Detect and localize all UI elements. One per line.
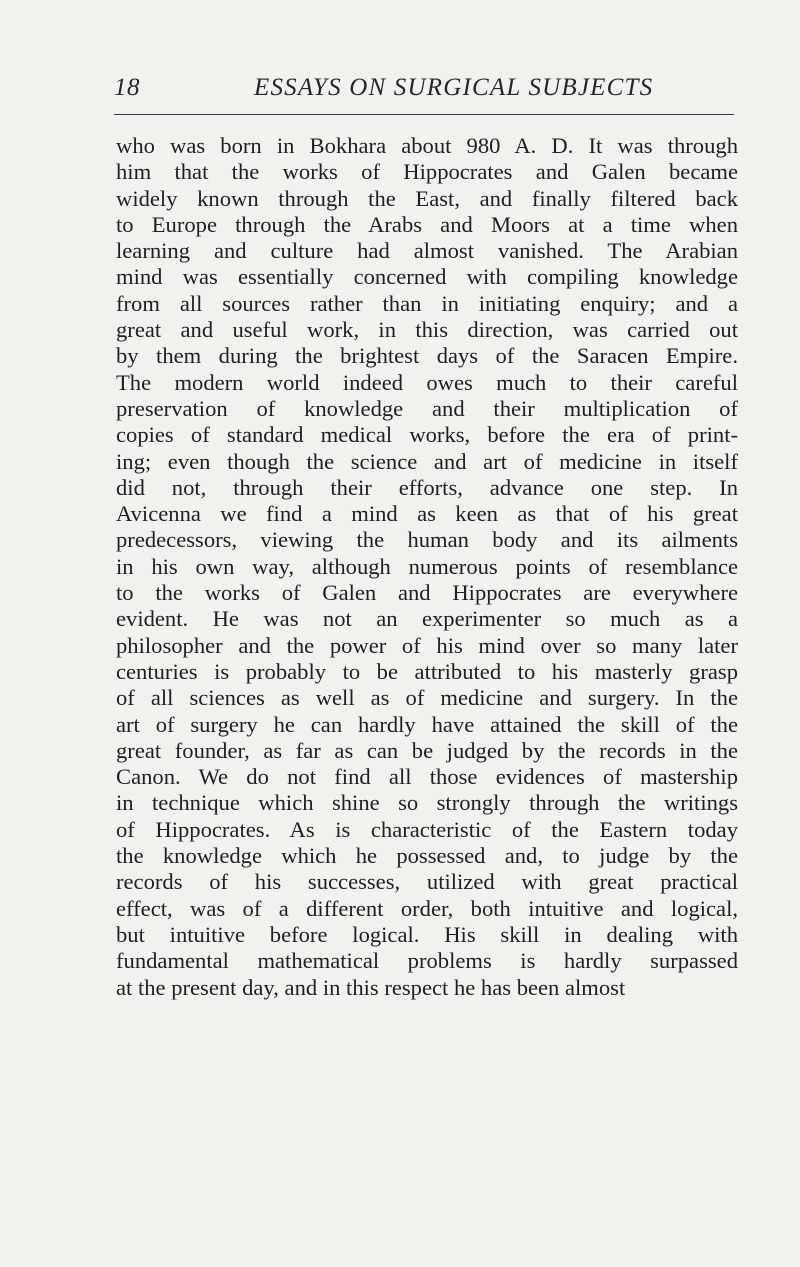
- text-line: who was born in Bokhara about 980 A. D. It was through: [116, 133, 738, 158]
- text-line: of Hippocrates. As is characteristic of the Eastern today: [116, 816, 738, 842]
- text-line: centuries is probably to be attributed to his masterly grasp: [116, 658, 738, 684]
- text-line: by them during the brightest days of the Saracen Empire.: [116, 343, 738, 369]
- text-line: but intuitive before logical. His skill in dealing with: [116, 921, 738, 947]
- text-line: records of his successes, utilized with great practical: [116, 869, 738, 895]
- text-line: art of surgery he can hardly have attained the skill of the: [116, 711, 738, 737]
- text-line: in his own way, although numerous points of resemblance: [116, 553, 738, 579]
- header-rule: [114, 114, 734, 115]
- text-line: preservation of knowledge and their multiplication of: [116, 395, 738, 421]
- text-line: to Europe through the Arabs and Moors at a time when: [116, 211, 738, 237]
- text-line: to the works of Galen and Hippocrates are everywhere: [116, 580, 738, 606]
- text-line: Canon. We do not find all those evidences of mastership: [116, 764, 738, 790]
- text-line: him that the works of Hippocrates and Galen became: [116, 159, 738, 185]
- running-title: ESSAYS ON SURGICAL SUBJECTS: [254, 74, 654, 101]
- text-line: learning and culture had almost vanished. The Arabian: [116, 238, 738, 264]
- body-text: [116, 133, 738, 1001]
- text-line: mind was essentially concerned with compiling knowledge: [116, 264, 738, 290]
- text-line: evident. He was not an experimenter so much as a: [116, 606, 738, 632]
- text-line: The modern world indeed owes much to their careful: [116, 369, 738, 395]
- text-line: Avicenna we find a mind as keen as that of his great: [116, 501, 738, 527]
- text-line: great founder, as far as can be judged by the records in the: [116, 737, 738, 763]
- page-number: 18: [114, 74, 140, 101]
- text-line: widely known through the East, and finally filtered back: [116, 185, 738, 211]
- text-line: ing; even though the science and art of medicine in itself: [116, 448, 738, 474]
- text-line: at the present day, and in this respect he has been almost: [116, 974, 626, 1000]
- text-line: from all sources rather than in initiating enquiry; and a: [116, 290, 738, 316]
- running-head: [114, 74, 734, 114]
- text-line: of all sciences as well as of medicine and surgery. In the: [116, 685, 738, 711]
- text-line: did not, through their efforts, advance one step. In: [116, 474, 738, 500]
- text-line: the knowledge which he possessed and, to judge by the: [116, 843, 738, 869]
- text-line: fundamental mathematical problems is hardly surpassed: [116, 948, 738, 974]
- text-line: great and useful work, in this direction, was carried out: [116, 317, 738, 343]
- text-line: copies of standard medical works, before the era of print-: [116, 422, 738, 448]
- text-line: philosopher and the power of his mind over so many later: [116, 632, 738, 658]
- text-line: effect, was of a different order, both intuitive and logical,: [116, 895, 738, 921]
- text-line: in technique which shine so strongly through the writings: [116, 790, 738, 816]
- text-line: predecessors, viewing the human body and its ailments: [116, 527, 738, 553]
